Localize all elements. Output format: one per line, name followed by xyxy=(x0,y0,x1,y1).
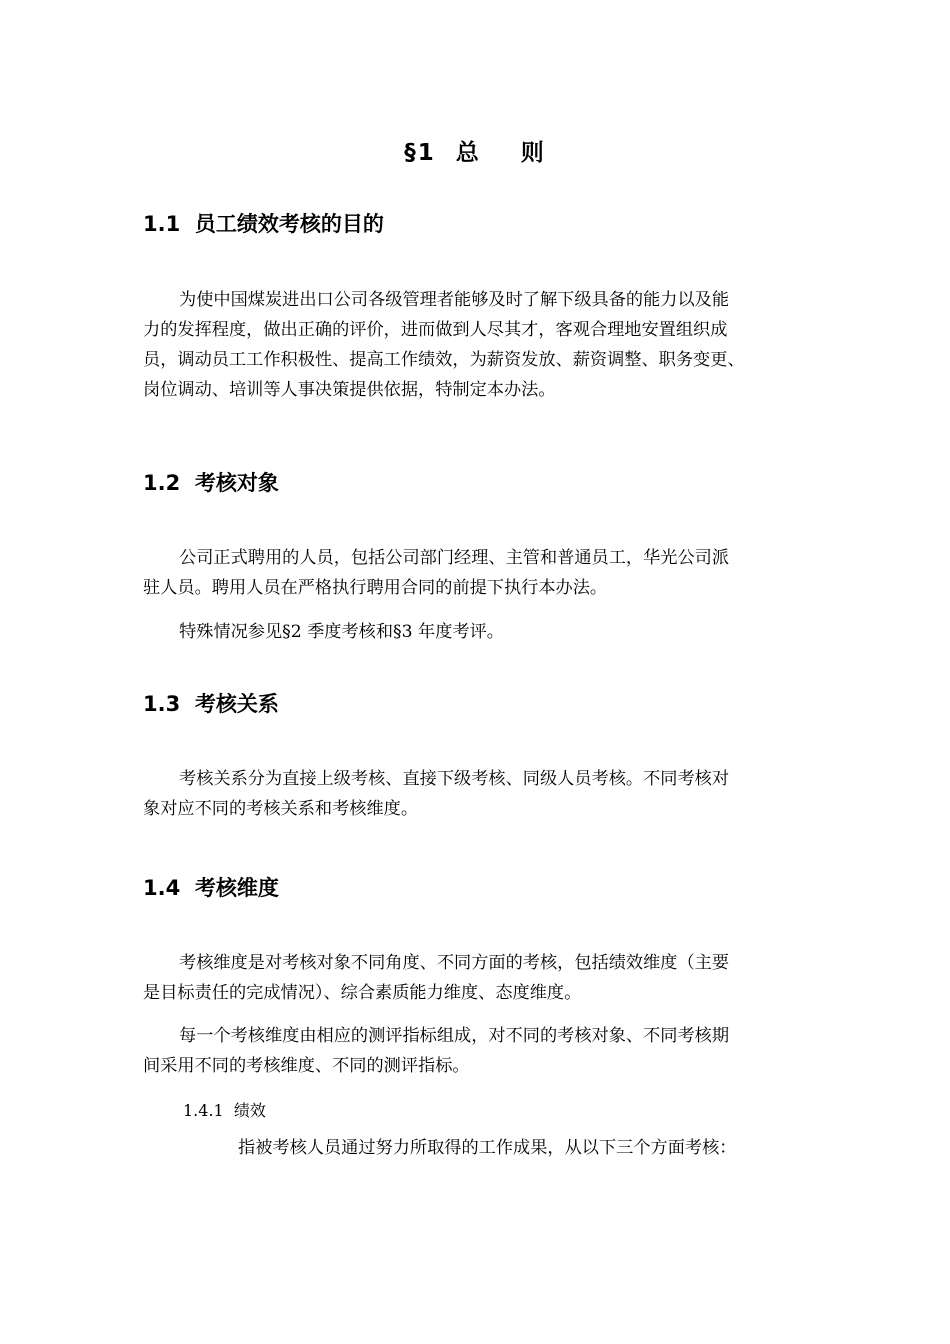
paragraph-line: 为使中国煤炭进出口公司各级管理者能够及时了解下级具备的能力以及能 xyxy=(179,290,730,310)
paragraph-line: 特殊情况参见§2 季度考核和§3 年度考评。 xyxy=(179,622,504,642)
section-1-3-paragraph xyxy=(143,764,813,824)
subsection-heading-1-4-1: 1.4.1 绩效 xyxy=(183,1101,266,1120)
section-1-1-paragraph xyxy=(143,285,813,405)
paragraph-line: 每一个考核维度由相应的测评指标组成，对不同的考核对象、不同考核期 xyxy=(179,1026,730,1046)
paragraph-line: 员，调动员工工作积极性、提高工作绩效，为薪资发放、薪资调整、职务变更、 xyxy=(143,350,745,370)
section-heading-1-3: 1.3 考核关系 xyxy=(143,692,279,716)
section-heading-1-2: 1.2 考核对象 xyxy=(143,471,279,495)
section-1-2-note xyxy=(143,617,813,647)
paragraph-line: 驻人员。聘用人员在严格执行聘用合同的前提下执行本办法。 xyxy=(143,578,608,598)
paragraph-line: 力的发挥程度，做出正确的评价，进而做到人尽其才，客观合理地安置组织成 xyxy=(143,320,728,340)
paragraph-line: 考核维度是对考核对象不同角度、不同方面的考核，包括绩效维度（主要 xyxy=(179,953,730,973)
section-heading-1-4: 1.4 考核维度 xyxy=(143,876,279,900)
paragraph-line: 公司正式聘用的人员，包括公司部门经理、主管和普通员工，华光公司派 xyxy=(179,548,730,568)
subsection-1-4-1-text: 指被考核人员通过努力所取得的工作成果，从以下三个方面考核： xyxy=(238,1138,737,1158)
paragraph-line: 考核关系分为直接上级考核、直接下级考核、同级人员考核。不同考核对 xyxy=(179,769,730,789)
paragraph-line: 象对应不同的考核关系和考核维度。 xyxy=(143,799,419,819)
section-heading-1-1: 1.1 员工绩效考核的目的 xyxy=(143,212,384,236)
paragraph-line: 是目标责任的完成情况）、综合素质能力维度、态度维度。 xyxy=(143,983,582,1003)
section-1-2-paragraph xyxy=(143,543,813,603)
paragraph-line: 岗位调动、培训等人事决策提供依据，特制定本办法。 xyxy=(143,380,556,400)
chapter-title: §1 总 则 xyxy=(404,140,546,166)
section-1-4-paragraph-2 xyxy=(143,1021,813,1081)
section-1-4-paragraph xyxy=(143,948,813,1008)
paragraph-line: 间采用不同的考核维度、不同的测评指标。 xyxy=(143,1056,470,1076)
